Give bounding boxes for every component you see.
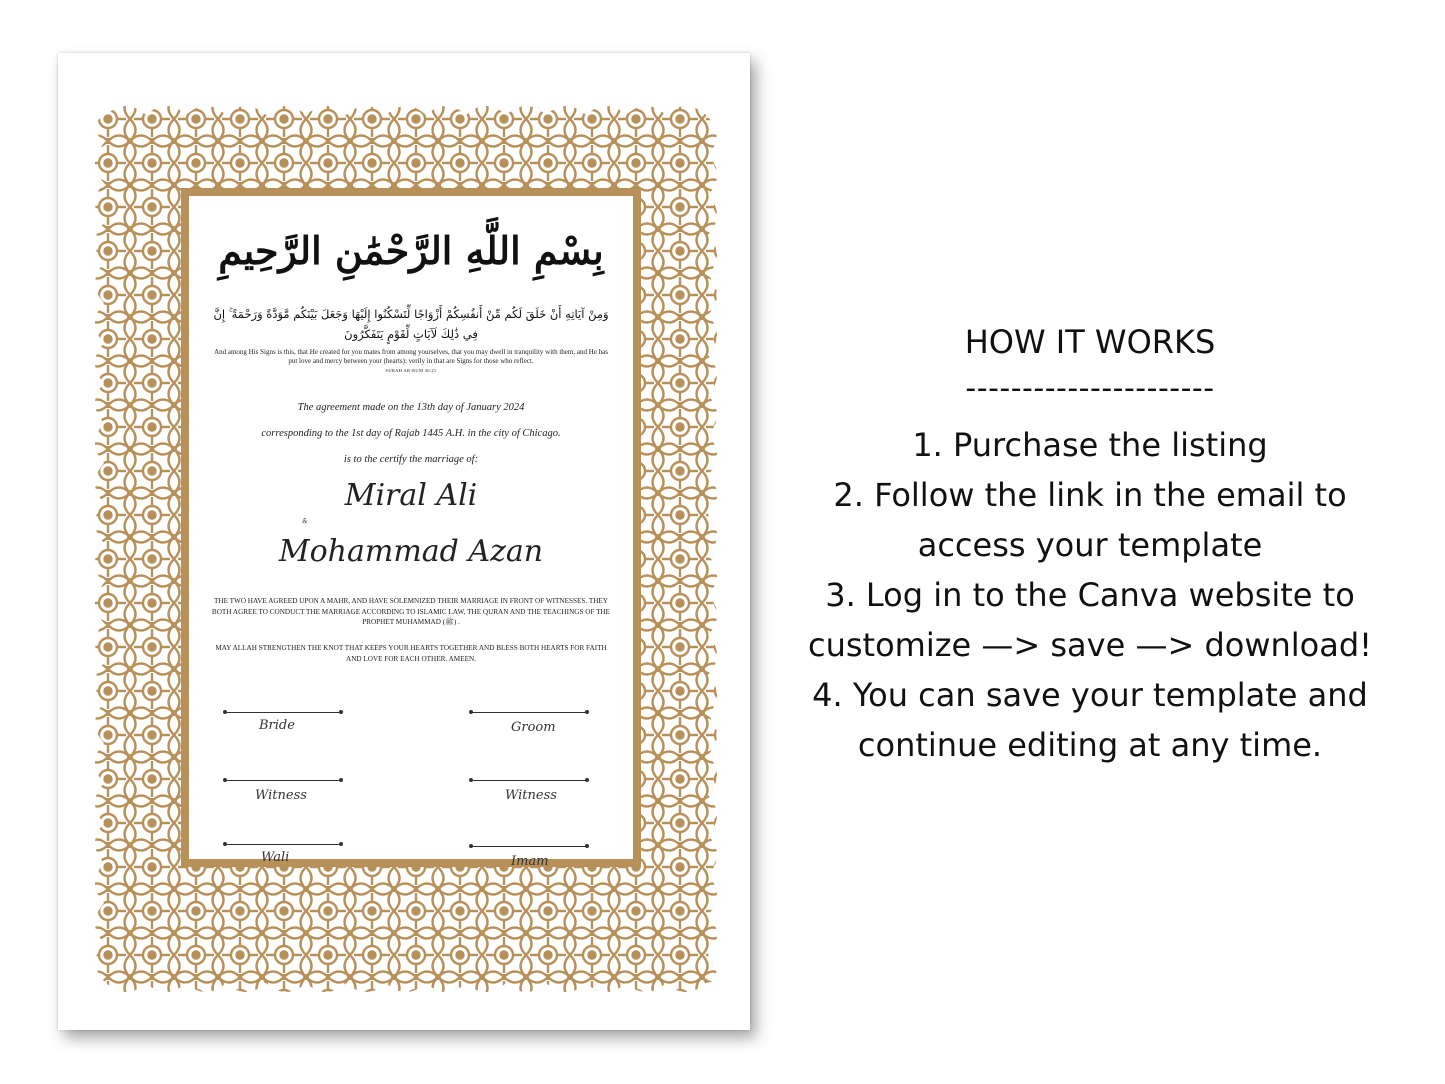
witness-right-signature-label: Witness (505, 788, 557, 803)
quran-verse-arabic: وَمِنْ آيَاتِهِ أَنْ خَلَقَ لَكُم مِّنْ أَنفُسِكُمْ أَزْوَاجًا لِّتَسْكُنُوا إِلَيْهَا وَجَعَلَ بَيْنَكُم مَّوَدَّةً وَرَحْمَةً ۚ إِنَّ فِي ذَٰلِكَ لَآيَاتٍ لِّقَوْمٍ يَتَفَكَّرُونَ (213, 307, 609, 341)
how-it-works-title: HOW IT WORKS (964, 323, 1216, 361)
groom-name: Mohammad Azan (278, 534, 544, 569)
witness-left-signature-line (225, 780, 341, 781)
imam-signature-line (471, 846, 587, 847)
groom-signature-line (471, 712, 587, 713)
agreement-line-3: is to the certify the marriage of: (343, 454, 479, 465)
marriage-blessing: MAY ALLAH STRENGTHEN THE KNOT THAT KEEPS YOUR HEARTS TOGETHER AND BLESS BOTH HEARTS FOR FAITH AND LOVE FOR EACH OTHER. AMEEN. (215, 644, 607, 663)
bride-signature-label: Bride (259, 718, 295, 733)
step-line: customize —> save —> download! (808, 626, 1372, 664)
step-line: 2. Follow the link in the email to (833, 476, 1347, 514)
certificate-sheet (58, 53, 750, 1030)
marriage-terms: THE TWO HAVE AGREED UPON A MAHR, AND HAVE SOLEMNIZED THEIR MARRIAGE IN FRONT OF WITNESSES. THEY BOTH AGREE TO CONDUCT THE MARRIAGE ACCORDING TO ISLAMIC LAW, THE QURAN AND THE TEACHINGS OF THE PROPHET MUHAMMAD (ﷺ) . (211, 597, 611, 626)
bride-name: Miral Ali (344, 478, 478, 513)
step-line: continue editing at any time. (857, 726, 1323, 764)
step-line: 1. Purchase the listing (912, 426, 1268, 464)
translation-text: And among His Signs is this, that He created for you mates from among yourselves, that you may dwell in tranquility with them, and He has put love and mercy between your (hearts): verily in that are Signs for those who reflect. (214, 348, 608, 365)
ampersand: & (302, 518, 308, 525)
how-it-works-divider: ---------------------- (965, 371, 1215, 406)
bride-signature-line (225, 712, 341, 713)
agreement-line-2: corresponding to the 1st day of Rajab 1445 A.H. in the city of Chicago. (261, 428, 561, 439)
wali-signature-line (225, 844, 341, 845)
witness-left-signature-label: Witness (255, 788, 307, 803)
step-line: 3. Log in to the Canva website to (825, 576, 1355, 614)
agreement-line-1: The agreement made on the 13th day of January 2024 (297, 402, 525, 413)
verse-translation (211, 348, 611, 375)
wali-signature-label: Wali (261, 850, 290, 865)
groom-signature-label: Groom (511, 720, 556, 735)
certificate-panel (181, 188, 641, 867)
surah-reference: SURAH AR-RUM 30:21 (385, 368, 437, 373)
basmala-calligraphy: بِسْمِ اللَّهِ الرَّحْمَٰنِ الرَّحِيمِ (218, 228, 604, 273)
how-it-works-steps (780, 420, 1400, 770)
agreement-text (209, 395, 613, 473)
imam-signature-label: Imam (511, 854, 549, 869)
step-line: 4. You can save your template and (812, 676, 1368, 714)
step-line: access your template (917, 526, 1263, 564)
witness-right-signature-line (471, 780, 587, 781)
